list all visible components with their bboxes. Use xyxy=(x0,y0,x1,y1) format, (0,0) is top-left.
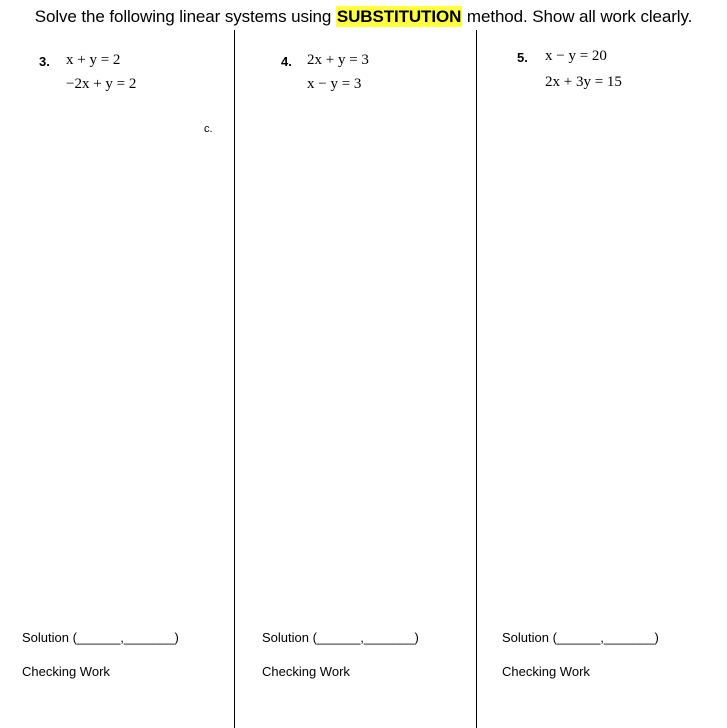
column-divider-2 xyxy=(476,30,477,728)
solution-blank-3: Solution (______,_______) xyxy=(22,630,179,645)
equation-1: x + y = 2 xyxy=(66,52,121,68)
stray-mark: c. xyxy=(204,123,213,135)
equation-2: −2x + y = 2 xyxy=(66,76,137,92)
solution-blank-4: Solution (______,_______) xyxy=(262,630,419,645)
checking-work-3: Checking Work xyxy=(22,664,110,679)
title-text-before: Solve the following linear systems using xyxy=(34,7,336,26)
column-divider-1 xyxy=(234,30,235,728)
problem-number: 5. xyxy=(517,50,528,65)
equation-2: 2x + 3y = 15 xyxy=(545,74,622,90)
equation-1: 2x + y = 3 xyxy=(307,52,369,68)
title-highlight: SUBSTITUTION xyxy=(336,7,462,26)
title-text-after: method. Show all work clearly. xyxy=(462,7,693,26)
equation-1: x − y = 20 xyxy=(545,48,607,64)
checking-work-5: Checking Work xyxy=(502,664,590,679)
worksheet-title xyxy=(0,7,727,27)
checking-work-4: Checking Work xyxy=(262,664,350,679)
problem-number: 3. xyxy=(39,54,50,69)
equation-2: x − y = 3 xyxy=(307,76,362,92)
solution-blank-5: Solution (______,_______) xyxy=(502,630,659,645)
problem-number: 4. xyxy=(281,54,292,69)
